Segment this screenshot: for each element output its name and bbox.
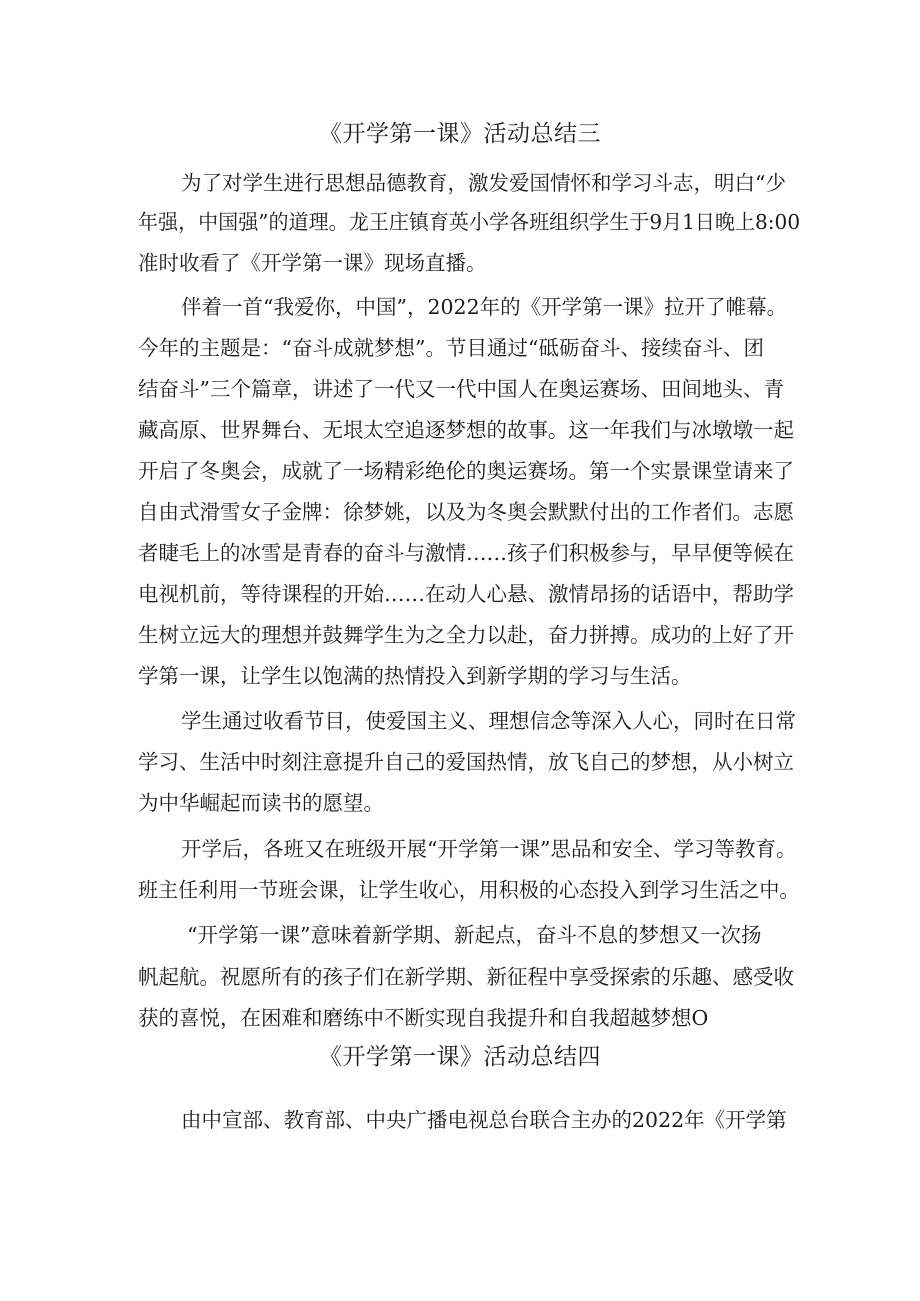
- section-title-4: 《开学第一课》活动总结四: [319, 1044, 601, 1070]
- text-line: 学第一课，让学生以饱满的热情投入到新学期的学习与生活。: [138, 664, 692, 688]
- section-title-3: 《开学第一课》活动总结三: [319, 121, 601, 147]
- text-line: 今年的主题是：“奋斗成就梦想”。节目通过“砥砺奋斗、接续奋斗、团: [138, 336, 764, 360]
- text-line: 开启了冬奥会，成就了一场精彩绝伦的奥运赛场。第一个实景课堂请来了: [138, 459, 794, 483]
- text-line: 生树立远大的理想并鼓舞学生为之全力以赴，奋力拼搏。成功的上好了开: [138, 623, 794, 647]
- text-line: 班主任利用一节班会课，让学生收心，用积极的心态投入到学习生活之中。: [138, 878, 800, 902]
- text-line: 学习、生活中时刻注意提升自己的爱国热情，放飞自己的梦想，从小树立: [138, 750, 794, 774]
- text-line: 伴着一首“我爱你，中国”，2022年的《开学第一课》拉开了帷幕。: [181, 295, 788, 319]
- text-line: 由中宣部、教育部、中央广播电视总台联合主办的2022年《开学第: [181, 1108, 787, 1132]
- text-line: 学生通过收看节目，使爱国主义、理想信念等深入人心，同时在日常: [181, 709, 796, 733]
- text-line: “开学第一课”意味着新学期、新起点，奋斗不息的梦想又一次扬: [187, 923, 762, 947]
- text-line: 自由式滑雪女子金牌：徐梦姚，以及为冬奥会默默付出的工作者们。志愿: [138, 500, 794, 524]
- text-line: 藏高原、世界舞台、无垠太空追逐梦想的故事。这一年我们与冰墩墩一起: [138, 418, 794, 442]
- text-line: 年强，中国强”的道理。龙王庄镇育英小学各班组织学生于9月1日晚上8:00: [138, 210, 801, 234]
- text-line: 结奋斗”三个篇章，讲述了一代又一代中国人在奥运赛场、田间地头、青: [138, 377, 784, 401]
- text-line: 获的喜悦，在困难和磨练中不断实现自我提升和自我超越梦想O: [138, 1006, 709, 1030]
- text-line: 为了对学生进行思想品德教育，激发爱国情怀和学习斗志，明白“少: [181, 171, 786, 195]
- text-line: 开学后，各班又在班级开展“开学第一课”思品和安全、学习等教育。: [181, 837, 797, 861]
- text-line: 电视机前，等待课程的开始……在动人心悬、激情昂扬的话语中，帮助学: [138, 582, 794, 606]
- text-line: 帆起航。祝愿所有的孩子们在新学期、新征程中享受探索的乐趣、感受收: [138, 965, 794, 989]
- text-line: 准时收看了《开学第一课》现场直播。: [138, 251, 487, 275]
- text-line: 为中华崛起而读书的愿望。: [138, 791, 384, 815]
- text-line: 者睫毛上的冰雪是青春的奋斗与激情……孩子们积极参与，早早便等候在: [138, 541, 794, 565]
